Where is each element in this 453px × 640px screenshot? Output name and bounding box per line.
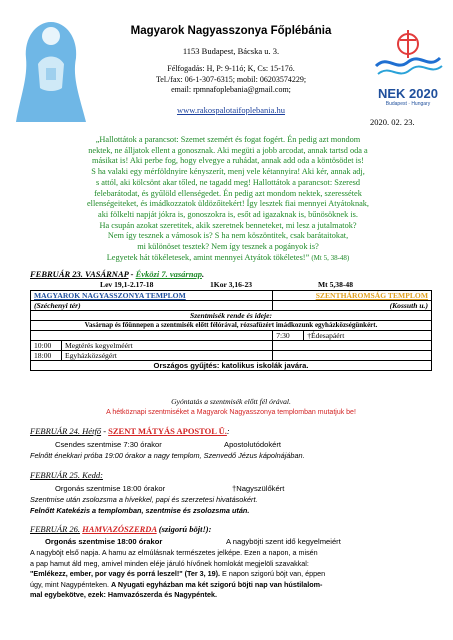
contact-info xyxy=(100,64,362,96)
quote-line: Ha csupán azokat szeretitek, akik szeretnek benneteket, mi lesz a jutalmatok? xyxy=(99,220,357,230)
feb25-catechesis: Felnőtt Katekézis a templomban, szentmise és zsolozsma után. xyxy=(30,506,250,515)
parish-logo xyxy=(6,18,96,126)
confession-note: Gyóntatás a szentmisék előtt fél órával. xyxy=(171,397,291,406)
quote-line: másikat is! Aki perbe fog, hogy elvegye a ruhádat, annak add oda a köntösödet is! xyxy=(92,156,364,166)
quote-last: Legyetek hát tökéletesek, amint mennyei Atyátok tökéletes!” xyxy=(106,252,310,262)
feb26-intention: A nagyböjti szent idő kegyelmeiért xyxy=(226,537,341,546)
gospel-quote xyxy=(14,135,442,263)
feb24-heading: FEBRUÁR 24. Hétfő - SZENT MÁTYÁS APOSTOL Ü.: xyxy=(30,426,230,436)
address: 1153 Budapest, Bácska u. 3. xyxy=(182,46,280,56)
mass-intention: Megtérés kegyelméért xyxy=(62,341,273,351)
mass-intention: †Édesapáért xyxy=(304,331,432,341)
quote-line: s attól, aki kölcsönt akar tőled, ne tagadd meg! Hallottátok a parancsot: Szeresd xyxy=(95,177,361,187)
church-1: MAGYAROK NAGYASSZONYA TEMPLOM xyxy=(31,291,273,301)
nek-title: NEK 2020 xyxy=(378,86,438,101)
feb25-vespers: Szentmise után zsolozsma a hívekkel, papi és szerzetesi hivatásokért. xyxy=(30,495,258,504)
nek-subtitle: Budapest · Hungary xyxy=(385,101,431,107)
feb24-mass: Csendes szentmise 7:30 órakor xyxy=(55,440,162,449)
ash-wednesday-quote: "Emlékezz, ember, por vagy és porrá leszel!" (Ter 3, 19). xyxy=(30,569,221,578)
quote-line: S ha valaki egy mérföldnyire kényszerít, menj vele kétannyira! Aki kér, annak adj, xyxy=(91,167,365,177)
sunday-heading: FEBRUÁR 23. VASÁRNAP - Évközi 7. vasárnap. xyxy=(30,269,205,279)
mass-time: 18:00 xyxy=(31,351,62,361)
office-hours: Félfogadás: H, P: 9-11ó; K, Cs: 15-17ó. xyxy=(167,64,295,73)
reading-lev: Lev 19,1-2.17-18 xyxy=(100,280,154,289)
rosary-note: Vasárnap és főünnepen a szentmisék előtt félórával, rózsafüzért imádkozunk egyházközségünkért. xyxy=(31,321,432,331)
table-row xyxy=(31,351,432,361)
feb24-choir: Felnőtt énekkari próba 19:00 órakor a nagy templom, Szenvedő Jézus kápolnájában. xyxy=(30,451,305,460)
feb25-intention: †Nagyszülőkért xyxy=(232,484,285,493)
table-row xyxy=(31,331,432,341)
church-2-location: (Kossuth u.) xyxy=(273,301,432,311)
website-link[interactable]: www.rakospalotaifoplebania.hu xyxy=(176,105,286,115)
quote-reference: (Mt 5, 38-48) xyxy=(311,253,350,262)
church-2: SZENTHÁROMSÁG TEMPLOM xyxy=(273,291,432,301)
quote-line: mi különöset tesztek? Nem így tesznek a pogányok is? xyxy=(137,242,319,252)
quote-line: „Hallottátok a parancsot: Szemet szemért és fogat fogért. Én pedig azt mondom xyxy=(95,135,361,144)
feast-name: SZENT MÁTYÁS APOSTOL Ü. xyxy=(108,426,227,436)
feb26-heading: FEBRUÁR 26. HAMVAZÓSZERDA (szigorú böjt!): xyxy=(30,524,212,534)
quote-line: ellenségeiteket, és imádkozzatok üldözőitekért! Így lesztek fiai mennyei Atyátoknak, xyxy=(87,199,369,209)
weekday-mass-note: A hétköznapi szentmiséket a Magyarok Nagyasszonya templomban mutatjuk be! xyxy=(106,409,356,416)
ash-wednesday-text: A nagyböjt első napja. A hamu az elmúlásnak természetes jelképe. Ezen a napon, a misén a pap hamut áld meg, amivel minden eléje járuló hívőnek homlokát megjelöli szavakkal: "Emlékezz, ember, por vagy és porrá leszel!" (Ter 3, 19). E napon szigorú böjt van, éppen úgy, mint Nagypénteken. A Nyugati egyházban ma két szigorú böjti nap van hústilalom- mal egybekötve, ezek: Hamvazószerda és Nagypéntek. xyxy=(30,548,326,599)
email: email: rpmnafoplebania@gmail.com; xyxy=(171,85,291,94)
collection-note: Országos gyűjtés: katolikus iskolák javára. xyxy=(31,361,432,371)
page-title: Magyarok Nagyasszonya Főplébánia xyxy=(130,25,332,37)
feast-name: HAMVAZÓSZERDA xyxy=(82,524,157,534)
church-1-location: (Széchenyi tér) xyxy=(31,301,273,311)
sunday-season: Évközi 7. vasárnap xyxy=(135,269,202,279)
quote-line: Nem így tesznek a vámosok is? S ha nem köszöntitek, csak barátaitokat, xyxy=(107,231,349,241)
quote-line: felebarátodat, és gyűlöld ellenségedet. Én pedig azt mondom nektek, szeressétek xyxy=(94,188,362,198)
mass-order-heading: Szentmisék rende és ideje: xyxy=(31,311,432,321)
feb26-mass: Orgonás szentmise 18:00 órakor xyxy=(45,537,163,546)
table-row xyxy=(31,341,432,351)
mass-schedule-table xyxy=(30,290,432,371)
mass-time: 7:30 xyxy=(273,331,304,341)
quote-line: aki fölkelti napját jókra is, gonoszokra is, esőt ad igazaknak is, bűnösöknek is. xyxy=(98,209,358,219)
sunday-date: FEBRUÁR 23. VASÁRNAP xyxy=(30,269,129,279)
phone: Tel./fax: 06-1-307-6315; mobil: 06203574229; xyxy=(155,74,307,84)
feb25-heading: FEBRUÁR 25. Kedd: xyxy=(30,470,103,480)
mass-intention: Egyházközségért xyxy=(62,351,273,361)
feb24-intention: Apostolutódokért xyxy=(224,440,281,449)
bulletin-date: 2020. 02. 23. xyxy=(370,117,415,127)
feb25-mass: Orgonás szentmise 18:00 órakor xyxy=(55,484,166,493)
mass-time: 10:00 xyxy=(31,341,62,351)
reading-kor: 1Kor 3,16-23 xyxy=(210,280,253,289)
quote-line xyxy=(14,253,442,264)
reading-mt: Mt 5,38-48 xyxy=(318,280,354,289)
nek-2020-logo xyxy=(368,26,448,116)
quote-line: nektek, ne álljatok ellent a gonosznak. Aki megüti a jobb arcodat, annak tartsd oda a xyxy=(88,145,368,155)
